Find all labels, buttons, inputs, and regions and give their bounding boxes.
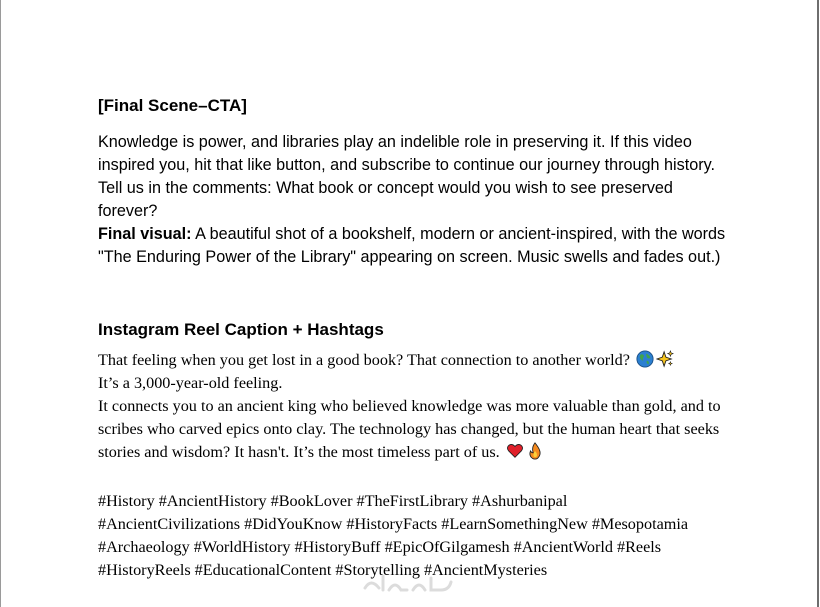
watermark-logo [361, 568, 461, 598]
cta-paragraph [98, 131, 728, 269]
caption-line-3 [98, 395, 738, 464]
final-visual-text: A beautiful shot of a bookshelf, modern or ancient-inspired, with the words "The Enduring Power of the Library" appearing on screen. Music swells and fades out.) [98, 225, 726, 266]
fire-icon [526, 442, 544, 460]
instagram-caption [98, 349, 738, 464]
document-content [98, 95, 738, 579]
sparkles-icon [656, 350, 674, 368]
final-visual-label: Final visual: [98, 225, 192, 243]
hashtag-list: #History #AncientHistory #BookLover #TheFirstLibrary #Ashurbanipal #AncientCivilizations #DidYouKnow #HistoryFacts #LearnSomethingNew #Mesopotamia #Archaeology #WorldHistory #HistoryBuff #EpicOfGilgamesh #AncientWorld #Reels #HistoryReels #EducationalContent #Storytelling #AncientMysteries [98, 492, 689, 579]
cta-body-text: Knowledge is power, and libraries play an indelible role in preserving it. If this video inspired you, hit that like button, and subscribe to continue our journey through history. Tell us in the comments: What book or concept would you wish to see preserved forever? [98, 133, 715, 220]
site-watermark [361, 568, 461, 605]
caption-line-1-text: That feeling when you get lost in a good book? That connection to another world? [98, 351, 630, 369]
instagram-heading: Instagram Reel Caption + Hashtags [98, 320, 384, 339]
caption-line-1 [98, 349, 738, 372]
heart-icon [506, 442, 524, 460]
scene-heading: [Final Scene–CTA] [98, 96, 247, 115]
globe-icon [636, 350, 654, 368]
caption-line-3-text: It connects you to an ancient king who believed knowledge was more valuable than gold, and to scribes who carved epics onto clay. The technology has changed, but the human heart that seeks stories and wisdom? It hasn't. It’s the most timeless part of us. [98, 397, 721, 461]
caption-line-2: It’s a 3,000-year-old feeling. [98, 374, 283, 392]
